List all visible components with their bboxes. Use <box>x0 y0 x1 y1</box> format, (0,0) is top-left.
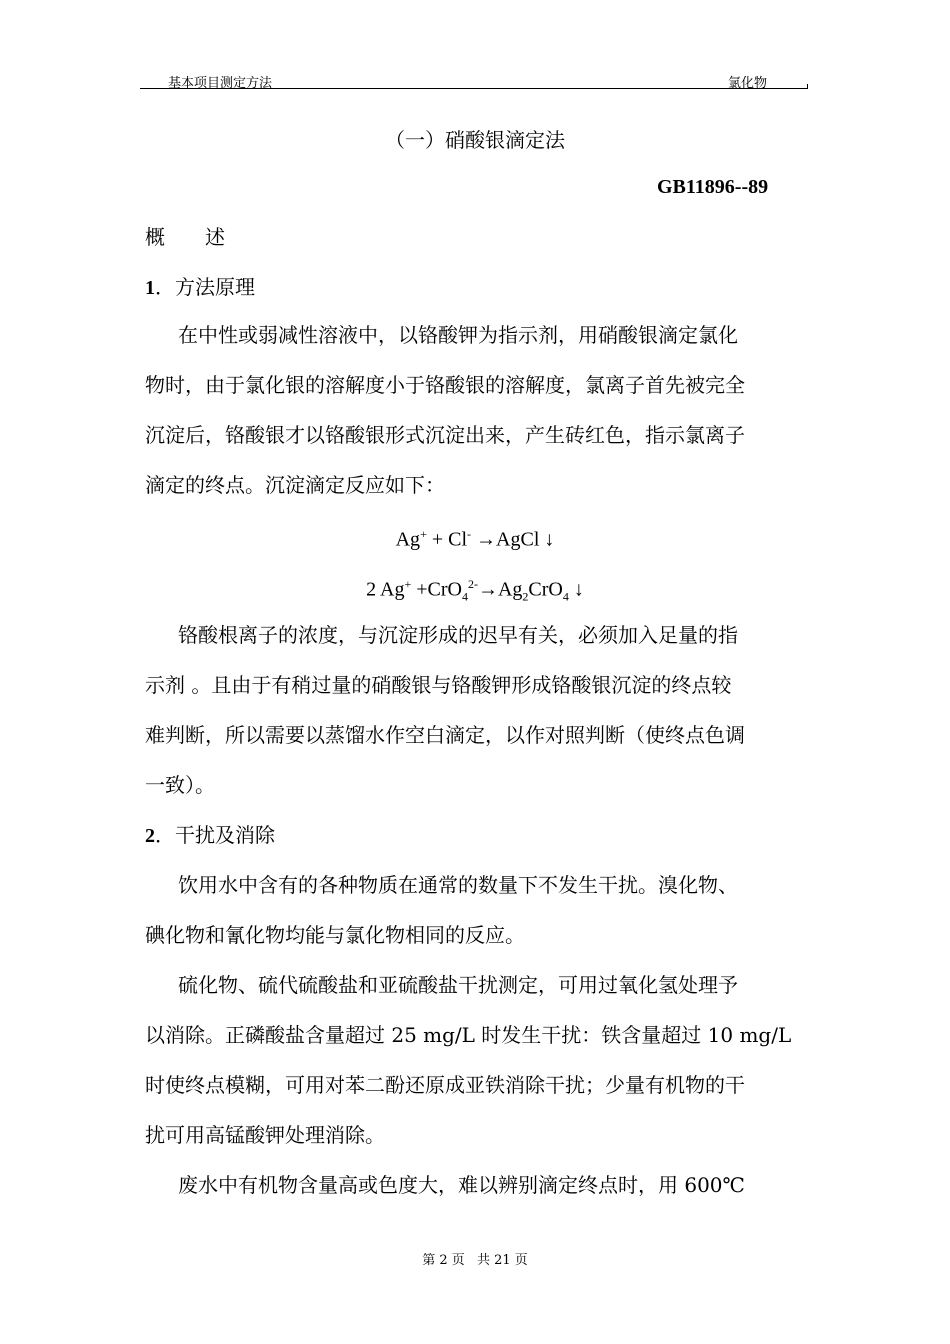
s1-after-line-3: 难判断，所以需要以蒸馏水作空白滴定，以作对照判断（使终点色调 <box>145 723 745 747</box>
footer-page-number: 第 2 页 <box>422 1253 465 1268</box>
s2-heading <box>145 822 810 849</box>
s2-p2-line-2: 以消除。正磷酸盐含量超过 25 mg/L 时发生干扰：铁含量超过 10 mg/L <box>145 1023 792 1047</box>
header-rule-tick <box>807 84 808 89</box>
s1-number: 1 <box>145 277 155 299</box>
s1-after-line-1: 铬酸根离子的浓度，与沉淀形成的迟早有关，必须加入足量的指 <box>178 623 738 647</box>
formula-agcl: Ag+ + Cl- →AgCl ↓ <box>395 527 555 551</box>
s2-title: ．干扰及消除 <box>155 823 275 847</box>
page-footer <box>0 1249 950 1268</box>
formula-ag2cro4: 2 $Ag^+ +CrO_4^{2-}\to Ag_2CrO_4$ ↓ <box>366 577 584 604</box>
s1-line-1: 在中性或弱减性溶液中，以铬酸钾为指示剂，用硝酸银滴定氯化 <box>178 323 738 347</box>
footer-total-pages: 共 21 页 <box>476 1253 528 1268</box>
standard-code: GB11896--89 <box>657 176 769 198</box>
s1-after-line-4: 一致）。 <box>145 773 215 797</box>
s2-p1-line-1: 饮用水中含有的各种物质在通常的数量下不发生干扰。溴化物、 <box>178 873 738 897</box>
section-title: （一）硝酸银滴定法 <box>385 128 565 152</box>
header-right-title: 氯化物 <box>728 76 768 91</box>
s1-line-3: 沉淀后，铬酸银才以铬酸银形式沉淀出来，产生砖红色，指示氯离子 <box>145 423 745 447</box>
s2-p2-line-1: 硫化物、硫代硫酸盐和亚硫酸盐干扰测定，可用过氧化氢处理予 <box>178 973 738 997</box>
s1-title: ．方法原理 <box>155 275 255 299</box>
s1-line-4: 滴定的终点。沉淀滴定反应如下： <box>145 473 445 497</box>
s2-p2-line-4: 扰可用高锰酸钾处理消除。 <box>145 1123 385 1147</box>
s1-after-line-2: 示剂 。且由于有稍过量的硝酸银与铬酸钾形成铬酸银沉淀的终点较 <box>145 673 732 697</box>
header-rule <box>140 88 808 89</box>
s1-line-2: 物时，由于氯化银的溶解度小于铬酸银的溶解度，氯离子首先被完全 <box>145 373 745 397</box>
s1-heading <box>145 274 810 301</box>
s2-p3-line-1: 废水中有机物含量高或色度大，难以辨别滴定终点时，用 600℃ <box>178 1173 745 1197</box>
header-left-title: 基本项目测定方法 <box>168 76 273 91</box>
s2-p2-line-3: 时使终点模糊，可用对苯二酚还原成亚铁消除干扰；少量有机物的干 <box>145 1073 745 1097</box>
s2-p1-line-2: 碘化物和氰化物均能与氯化物相同的反应。 <box>145 923 525 947</box>
overview-heading: 概 述 <box>145 225 225 249</box>
s2-number: 2 <box>145 825 155 847</box>
